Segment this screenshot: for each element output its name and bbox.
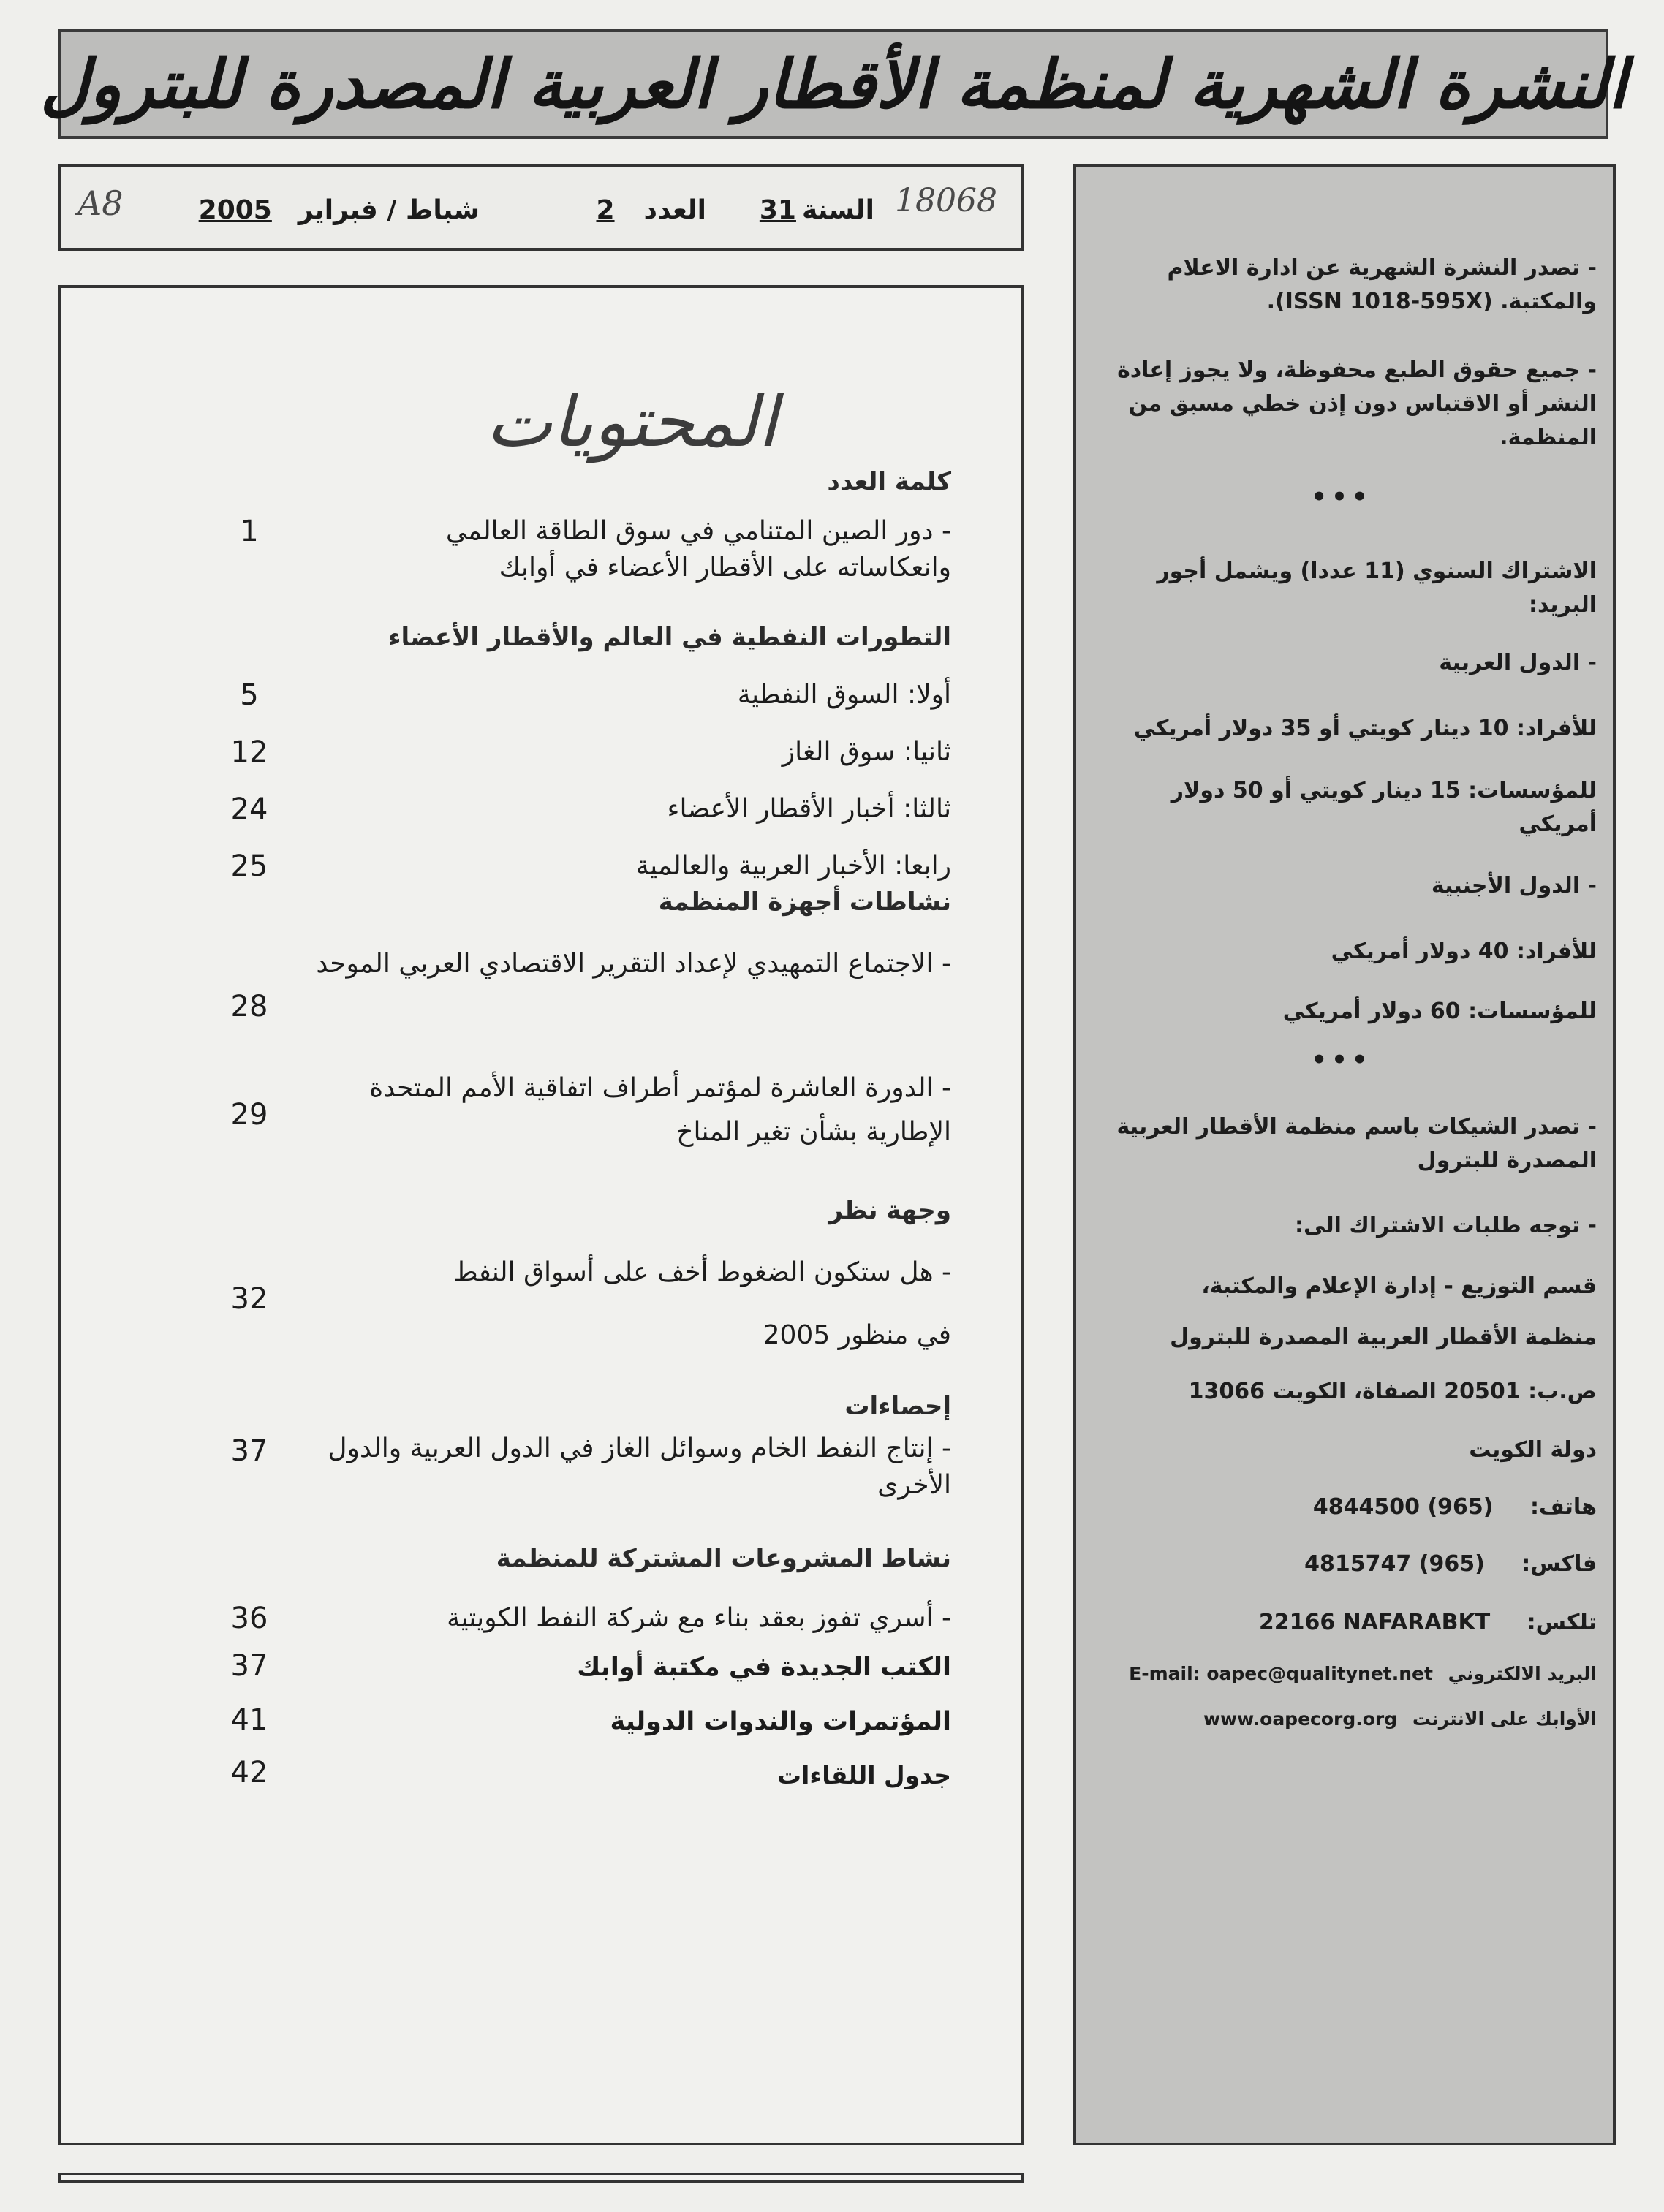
page-number: 24 <box>230 792 268 826</box>
toc-entry[interactable]: - إنتاج النفط الخام وسوائل الغاز في الدول العربية والدول الأخرى <box>328 1433 951 1500</box>
fax-label: فاكس: <box>1521 1551 1597 1577</box>
handwritten-corner: A8 <box>77 183 124 223</box>
phone-number[interactable]: 4844500 (965) <box>1312 1494 1494 1520</box>
year-value: 31 <box>759 195 796 225</box>
masthead <box>39 29 1627 139</box>
publisher-note: - تصدر النشرة الشهرية عن ادارة الاعلام والمكتبة. (ISSN 1018-595X). <box>1167 255 1597 314</box>
phone-label: هاتف: <box>1529 1494 1597 1520</box>
issue-month: شباط / فبراير <box>298 195 480 225</box>
page-number: 37 <box>230 1649 268 1683</box>
page-number: 37 <box>230 1434 268 1468</box>
section-viewpoint: وجهة نظر <box>828 1196 951 1225</box>
toc-entry-conferences[interactable]: المؤتمرات والندوات الدولية <box>610 1707 951 1736</box>
email-label: البريد الالكتروني <box>1448 1663 1597 1684</box>
number-value: 2 <box>596 195 615 225</box>
page-number: 1 <box>240 515 259 548</box>
page-number: 36 <box>230 1602 268 1635</box>
arab-countries-heading: - الدول العربية <box>1439 650 1597 675</box>
issue-date <box>193 195 480 225</box>
toc-entry[interactable]: أولا: السوق النفطية <box>737 680 951 710</box>
address-line: ص.ب: 20501 الصفاة، الكويت 13066 <box>1188 1379 1597 1404</box>
toc-entry[interactable]: - الدورة العاشرة لمؤتمر أطراف اتفاقية الأمم المتحدة الإطارية بشأن تغير المناخ <box>369 1073 951 1147</box>
table-of-contents <box>58 285 1024 2145</box>
toc-entry-continued: في منظور 2005 <box>763 1320 951 1350</box>
foreign-individuals-price: للأفراد: 40 دولار أمريكي <box>1331 939 1597 964</box>
address-line: قسم التوزيع - إدارة الإعلام والمكتبة، <box>1201 1273 1597 1299</box>
masthead-title: النشرة الشهرية لمنظمة الأقطار العربية المصدرة للبترول <box>39 45 1627 124</box>
page-number: 32 <box>230 1282 268 1316</box>
section-editorial: كلمة العدد <box>827 467 951 496</box>
subscription-intro: الاشتراك السنوي (11 عددا) ويشمل أجور البريد: <box>1157 558 1597 618</box>
issue-year-number: 2005 <box>198 195 272 225</box>
page-number: 25 <box>230 849 268 883</box>
issue-year <box>754 195 874 225</box>
telex-number: 22166 NAFARABKT <box>1258 1610 1491 1635</box>
toc-entry[interactable]: ثانيا: سوق الغاز <box>782 737 951 767</box>
foreign-institutions-price: للمؤسسات: 60 دولار أمريكي <box>1282 999 1597 1024</box>
address-line: منظمة الأقطار العربية المصدرة للبترول <box>1170 1325 1597 1350</box>
separator-dots: ••• <box>1311 1045 1372 1075</box>
toc-entry-continued: وانعكاساته على الأقطار الأعضاء في أوابك <box>499 553 951 583</box>
page-number: 28 <box>230 990 268 1023</box>
toc-entry-new-books[interactable]: الكتب الجديدة في مكتبة أوابك <box>577 1653 951 1682</box>
phone-row <box>1092 1491 1597 1524</box>
issue-number <box>590 195 706 225</box>
toc-entry[interactable]: رابعا: الأخبار العربية والعالمية <box>635 851 951 881</box>
section-joint-ventures: نشاط المشروعات المشتركة للمنظمة <box>496 1544 951 1573</box>
toc-entry[interactable]: - أسري تفوز بعقد بناء مع شركة النفط الكويتية <box>447 1603 951 1633</box>
email-link[interactable]: E-mail: oapec@qualitynet.net <box>1129 1663 1433 1684</box>
issue-info-bar <box>58 164 1024 251</box>
handwritten-code: 18068 <box>895 182 997 219</box>
fax-number: 4815747 (965) <box>1304 1551 1485 1577</box>
toc-entry[interactable]: ثالثا: أخبار الأقطار الأعضاء <box>667 794 951 824</box>
website-row <box>1092 1702 1597 1736</box>
page-number: 41 <box>230 1703 268 1737</box>
address-line: دولة الكويت <box>1469 1437 1597 1463</box>
page-number: 42 <box>230 1756 268 1789</box>
website-label: الأوابك على الانترنت <box>1412 1708 1597 1730</box>
subscription-sidebar <box>1073 164 1616 2145</box>
arab-individuals-price: للأفراد: 10 دينار كويتي أو 35 دولار أمريكي <box>1133 716 1597 741</box>
separator-dots: ••• <box>1311 482 1372 512</box>
page-number: 12 <box>230 735 268 769</box>
toc-entry[interactable]: - دور الصين المتنامي في سوق الطاقة العالمي <box>445 516 951 546</box>
page-number: 5 <box>240 678 259 712</box>
toc-entry[interactable]: - الاجتماع التمهيدي لإعداد التقرير الاقتصادي العربي الموحد <box>316 949 951 979</box>
number-label: العدد <box>643 195 706 225</box>
toc-entry[interactable]: - هل ستكون الضغوط أخف على أسواق النفط <box>453 1257 951 1287</box>
subscription-requests: - توجه طلبات الاشتراك الى: <box>1295 1213 1597 1238</box>
fax-row <box>1092 1548 1597 1581</box>
page-number: 29 <box>230 1098 268 1132</box>
section-oil-developments: التطورات النفطية في العالم والأقطار الأعضاء <box>388 623 951 652</box>
copyright-note: - جميع حقوق الطبع محفوظة، ولا يجوز إعادة النشر أو الاقتباس دون إذن خطي مسبق من المنظمة. <box>1117 357 1597 450</box>
contents-title: المحتويات <box>485 381 778 463</box>
cheques-note: - تصدر الشيكات باسم منظمة الأقطار العربية المصدرة للبترول <box>1116 1114 1597 1173</box>
section-statistics: إحصاءات <box>844 1392 951 1421</box>
toc-entry-meetings[interactable]: جدول اللقاءات <box>776 1761 951 1789</box>
arab-institutions-price: للمؤسسات: 15 دينار كويتي أو 50 دولار أمريكي <box>1171 778 1597 837</box>
bottom-rule <box>58 2173 1024 2183</box>
website-link[interactable]: www.oapecorg.org <box>1203 1708 1398 1730</box>
section-activities: نشاطات أجهزة المنظمة <box>658 887 951 917</box>
year-label: السنة <box>801 195 874 225</box>
foreign-countries-heading: - الدول الأجنبية <box>1431 873 1597 898</box>
telex-row <box>1092 1606 1597 1640</box>
email-row <box>1092 1657 1597 1691</box>
telex-label: تلكس: <box>1527 1610 1597 1635</box>
